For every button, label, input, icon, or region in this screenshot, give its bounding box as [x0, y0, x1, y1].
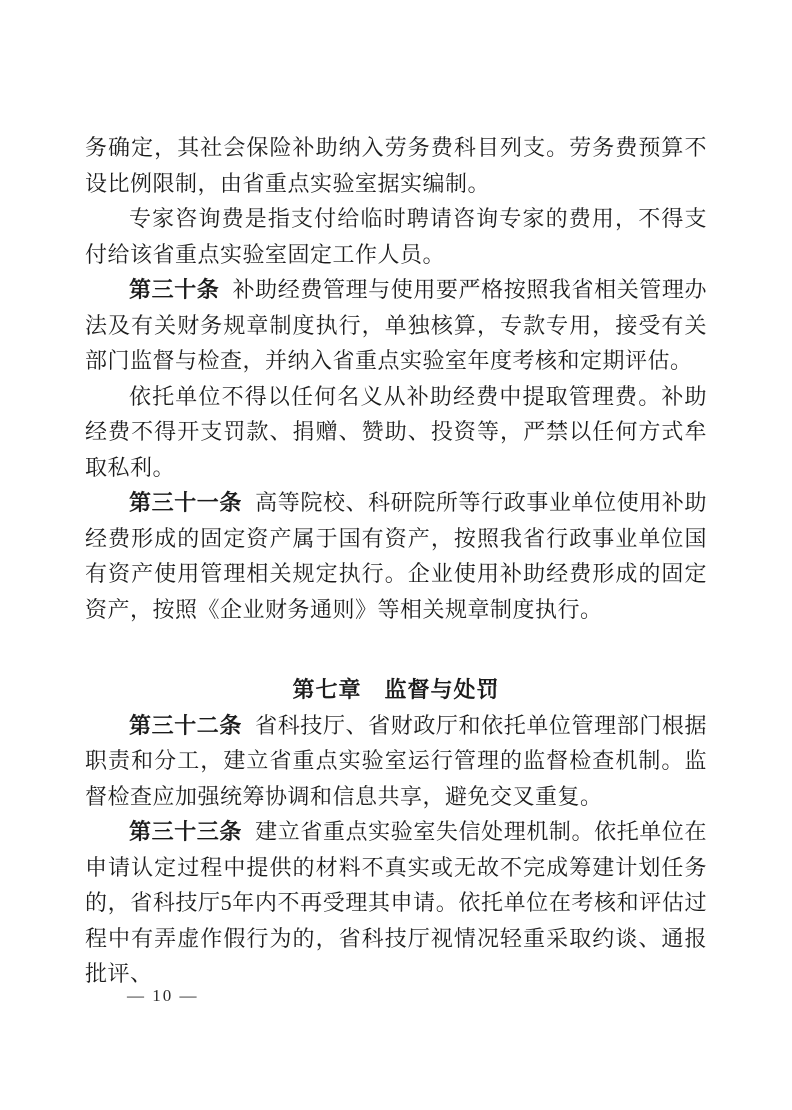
chapter-heading: 第七章 监督与处罚	[292, 677, 500, 702]
paragraph: 务确定，其社会保险补助纳入劳务费科目列支。劳务费预算不设比例限制，由省重点实验室据实编制。	[85, 135, 707, 196]
article-number: 第三十一条	[129, 490, 242, 515]
paragraph: 依托单位不得以任何名义从补助经费中提取管理费。补助经费不得开支罚款、捐赠、赞助、投资等，严禁以任何方式牟取私利。	[85, 383, 707, 480]
article-number: 第三十二条	[129, 712, 242, 738]
document-body	[85, 130, 707, 992]
paragraph: 第三十条 补助经费管理与使用要严格按照我省相关管理办法及有关财务规章制度执行，单独核算，专款专用，接受有关部门监督与检查，并纳入省重点实验室年度考核和定期评估。	[85, 277, 707, 373]
page-number: — 10 —	[127, 986, 199, 1005]
paragraph: 第三十一条 高等院校、科研院所等行政事业单位使用补助经费形成的固定资产属于国有资产，按照我省行政事业单位国有资产使用管理相关规定执行。企业使用补助经费形成的固定资产，按照《企业财务通则》等相关规章制度执行。	[85, 490, 707, 622]
paragraph: 第三十二条 省科技厅、省财政厅和依托单位管理部门根据职责和分工，建立省重点实验室运行管理的监督检查机制。监督检查应加强统筹协调和信息共享，避免交叉重复。	[85, 712, 707, 809]
paragraph: 第三十三条 建立省重点实验室失信处理机制。依托单位在申请认定过程中提供的材料不真实或无故不完成筹建计划任务的，省科技厅5年内不再受理其申请。依托单位在考核和评估过程中有弄虚作假行为的，省科技厅视情况轻重采取约谈、通报批评、	[85, 819, 707, 986]
article-number: 第三十三条	[129, 819, 242, 844]
paragraph: 专家咨询费是指支付给临时聘请咨询专家的费用，不得支付给该省重点实验室固定工作人员。	[85, 206, 707, 267]
article-number: 第三十条	[129, 277, 220, 302]
